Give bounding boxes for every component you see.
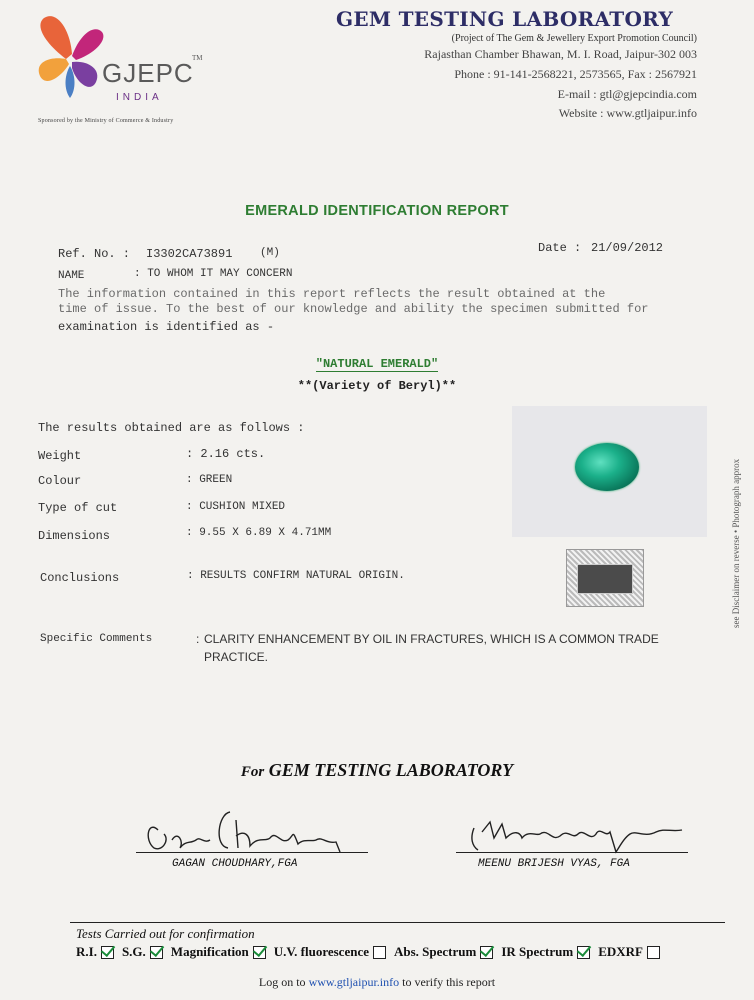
field-label-cut: Type of cut xyxy=(38,501,118,515)
comments-colon: : xyxy=(196,632,200,646)
tests-divider xyxy=(70,922,725,923)
ref-suffix: (M) xyxy=(260,247,280,259)
field-value-weight: : 2.16 cts. xyxy=(186,447,266,461)
left-signature-line xyxy=(136,852,368,853)
test-ir-spectrum xyxy=(501,944,590,960)
identification-text: "NATURAL EMERALD" xyxy=(315,357,439,371)
checkbox-ir-spectrum[interactable] xyxy=(577,946,590,959)
test-edxrf xyxy=(598,944,660,960)
field-value-cut: : CUSHION MIXED xyxy=(186,501,286,513)
lab-project: (Project of The Gem & Jewellery Export Promotion Council) xyxy=(451,33,697,44)
logo-trademark: TM xyxy=(192,54,203,62)
test-label: Magnification xyxy=(170,944,249,959)
right-signature-line xyxy=(456,852,688,853)
test-label: S.G. xyxy=(121,944,146,959)
field-value-dimensions: : 9.55 X 6.89 X 4.71MM xyxy=(186,527,332,539)
test-ri xyxy=(76,944,114,960)
left-signature xyxy=(140,800,365,860)
checkbox-sg[interactable] xyxy=(150,946,163,959)
logo-sponsor-text: Sponsored by the Ministry of Commerce & Industry xyxy=(38,118,174,124)
date-label: Date : xyxy=(538,241,582,255)
identification xyxy=(0,357,754,371)
verify-suffix: to verify this report xyxy=(402,975,496,989)
left-signatory-name: GAGAN CHOUDHARY,FGA xyxy=(172,858,298,870)
comments-line-1: CLARITY ENHANCEMENT BY OIL IN FRACTURES, WHICH IS A COMMON TRADE xyxy=(204,632,659,646)
conclusions-label: Conclusions xyxy=(40,571,120,585)
test-abs-spectrum xyxy=(394,944,493,960)
intro-line-2: time of issue. To the best of our knowledge and ability the specimen submitted for xyxy=(58,302,649,316)
hologram-emblem-icon xyxy=(577,564,633,594)
conclusions-value: : RESULTS CONFIRM NATURAL ORIGIN. xyxy=(187,570,405,582)
verify-link[interactable]: www.gtljaipur.info xyxy=(308,975,400,989)
photo-disclaimer-note xyxy=(729,400,743,630)
intro-line-1: The information contained in this report reflects the result obtained at the xyxy=(58,287,606,301)
butterfly-logo-icon xyxy=(36,14,106,104)
name-label: NAME xyxy=(58,270,85,282)
emerald-gem-image xyxy=(575,443,639,491)
right-signatory-name: MEENU BRIJESH VYAS, FGA xyxy=(478,858,630,870)
logo-name: GJEPC xyxy=(102,58,194,88)
test-label: Abs. Spectrum xyxy=(394,944,477,959)
security-hologram xyxy=(566,549,644,607)
test-sg xyxy=(122,944,163,960)
test-label: EDXRF xyxy=(598,944,643,959)
comments-line-2: PRACTICE. xyxy=(204,650,269,664)
photo-disclaimer-text: see Disclaimer on reverse • Photograph approx xyxy=(731,458,741,628)
comments-label: Specific Comments xyxy=(40,633,153,645)
ref-label: Ref. No. : xyxy=(58,247,131,261)
logo-subtitle: INDIA xyxy=(116,92,163,103)
date-value: 21/09/2012 xyxy=(591,241,664,255)
lab-title: GEM TESTING LABORATORY xyxy=(336,7,674,31)
test-magnification xyxy=(171,944,266,960)
variety: **(Variety of Beryl)** xyxy=(297,379,457,393)
checkbox-ri[interactable] xyxy=(101,946,114,959)
field-label-colour: Colour xyxy=(38,474,82,488)
test-label: U.V. fluorescence xyxy=(273,944,369,959)
tests-label: Tests Carried out for confirmation xyxy=(76,926,255,941)
lab-website: Website : www.gtljaipur.info xyxy=(558,106,697,120)
for-lab-name: GEM TESTING LABORATORY xyxy=(268,760,514,780)
name-value: : TO WHOM IT MAY CONCERN xyxy=(134,268,293,280)
field-label-weight: Weight xyxy=(38,449,82,463)
verify-prefix: Log on to xyxy=(258,975,306,989)
checkbox-magnification[interactable] xyxy=(253,946,266,959)
results-intro: The results obtained are as follows : xyxy=(38,421,305,435)
field-label-dimensions: Dimensions xyxy=(38,529,111,543)
lab-email: E-mail : gtl@gjepcindia.com xyxy=(557,87,697,101)
for-lab-prefix: For xyxy=(240,764,265,780)
checkbox-edxrf[interactable] xyxy=(647,946,660,959)
test-uv xyxy=(274,944,386,960)
for-lab-heading xyxy=(0,760,754,781)
lab-address: Rajasthan Chamber Bhawan, M. I. Road, Jaipur-302 003 xyxy=(424,47,697,61)
verify-line xyxy=(0,975,754,990)
report-title: EMERALD IDENTIFICATION REPORT xyxy=(245,203,509,219)
field-value-colour: : GREEN xyxy=(186,474,233,486)
checkbox-abs-spectrum[interactable] xyxy=(480,946,493,959)
checkbox-uv[interactable] xyxy=(373,946,386,959)
gjepc-logo xyxy=(36,14,203,130)
intro-line-3: examination is identified as - xyxy=(58,320,275,334)
test-label: R.I. xyxy=(76,944,97,959)
lab-phone: Phone : 91-141-2568221, 2573565, Fax : 2567921 xyxy=(454,67,697,81)
tests-row xyxy=(76,944,668,960)
ref-number: I3302CA73891 xyxy=(146,247,233,261)
test-label: IR Spectrum xyxy=(501,944,574,959)
